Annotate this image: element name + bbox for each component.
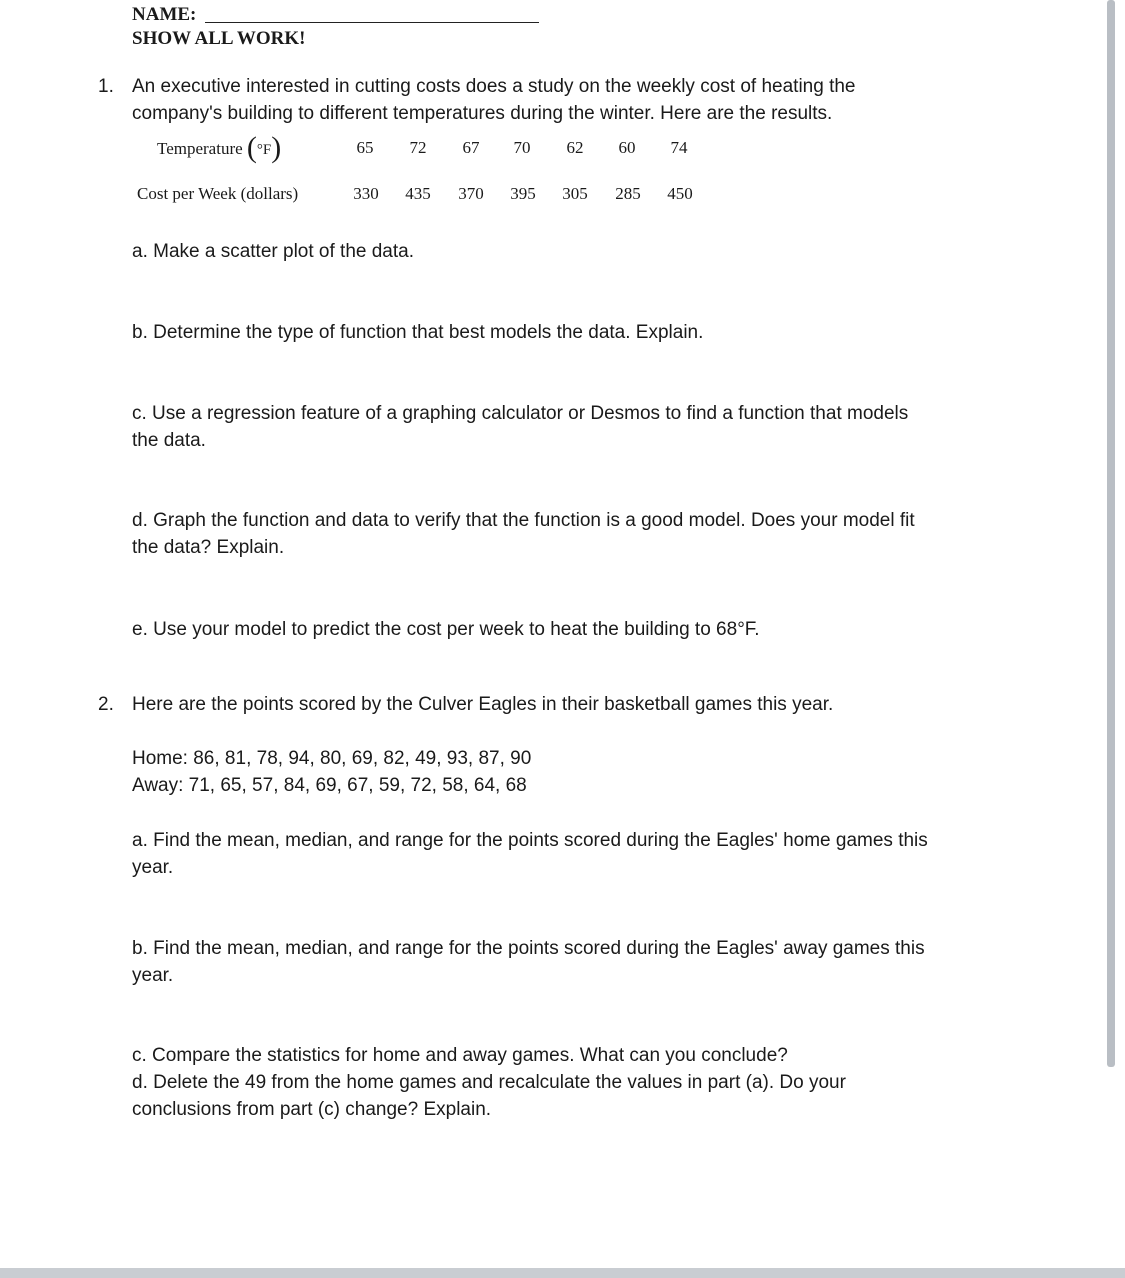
question-1-intro-line-2: company's building to different temperatures during the winter. Here are the results.: [132, 103, 833, 124]
temperature-cell: 60: [618, 138, 636, 157]
cost-cell: 435: [405, 184, 431, 203]
cost-label: Cost per Week (dollars): [137, 184, 299, 203]
cost-cell: 285: [615, 184, 641, 203]
question-2b-line-2: year.: [132, 965, 174, 986]
name-underline: [205, 22, 539, 23]
temperature-cell: 70: [513, 138, 531, 157]
question-1a: a. Make a scatter plot of the data.: [132, 241, 414, 262]
question-2-number: 2.: [98, 694, 114, 715]
question-2c: c. Compare the statistics for home and away games. What can you conclude?: [132, 1045, 788, 1066]
temperature-cell: 67: [462, 138, 480, 157]
question-2d-line-2: conclusions from part (c) change? Explain.: [132, 1099, 492, 1120]
vertical-scrollbar[interactable]: [1107, 0, 1115, 1067]
question-1-intro-line-1: An executive interested in cutting costs does a study on the weekly cost of heating the: [132, 76, 856, 97]
question-1d-line-1: d. Graph the function and data to verify that the function is a good model. Does your model fit: [132, 510, 915, 531]
question-1-number: 1.: [98, 76, 114, 97]
name-label: NAME:: [132, 4, 197, 25]
cost-cell: 330: [353, 184, 379, 203]
home-scores: Home: 86, 81, 78, 94, 80, 69, 82, 49, 93, 87, 90: [132, 748, 532, 769]
question-2-intro: Here are the points scored by the Culver Eagles in their basketball games this year.: [132, 694, 834, 715]
question-2b-line-1: b. Find the mean, median, and range for the points scored during the Eagles' away games this: [132, 938, 925, 959]
question-2a-line-1: a. Find the mean, median, and range for the points scored during the Eagles' home games this: [132, 830, 928, 851]
question-1b: b. Determine the type of function that best models the data. Explain.: [132, 322, 704, 343]
temperature-cell: 65: [356, 138, 374, 157]
temperature-cell: 62: [566, 138, 584, 157]
question-1e: e. Use your model to predict the cost per week to heat the building to 68°F.: [132, 619, 760, 640]
cost-cell: 395: [510, 184, 536, 203]
question-2d-line-1: d. Delete the 49 from the home games and recalculate the values in part (a). Do your: [132, 1072, 846, 1093]
show-work-heading: SHOW ALL WORK!: [132, 28, 306, 49]
horizontal-scrollbar[interactable]: [0, 1268, 1125, 1278]
question-2a-line-2: year.: [132, 857, 174, 878]
cost-cell: 305: [562, 184, 588, 203]
question-1c-line-2: the data.: [132, 430, 206, 451]
temperature-label: Temperature (°F): [157, 131, 282, 164]
cost-cell: 370: [458, 184, 484, 203]
cost-cell: 450: [667, 184, 693, 203]
temperature-cell: 72: [409, 138, 427, 157]
question-1c-line-1: c. Use a regression feature of a graphing calculator or Desmos to find a function that models: [132, 403, 909, 424]
temperature-cell: 74: [670, 138, 688, 157]
question-1d-line-2: the data? Explain.: [132, 537, 285, 558]
away-scores: Away: 71, 65, 57, 84, 69, 67, 59, 72, 58, 64, 68: [132, 775, 527, 796]
